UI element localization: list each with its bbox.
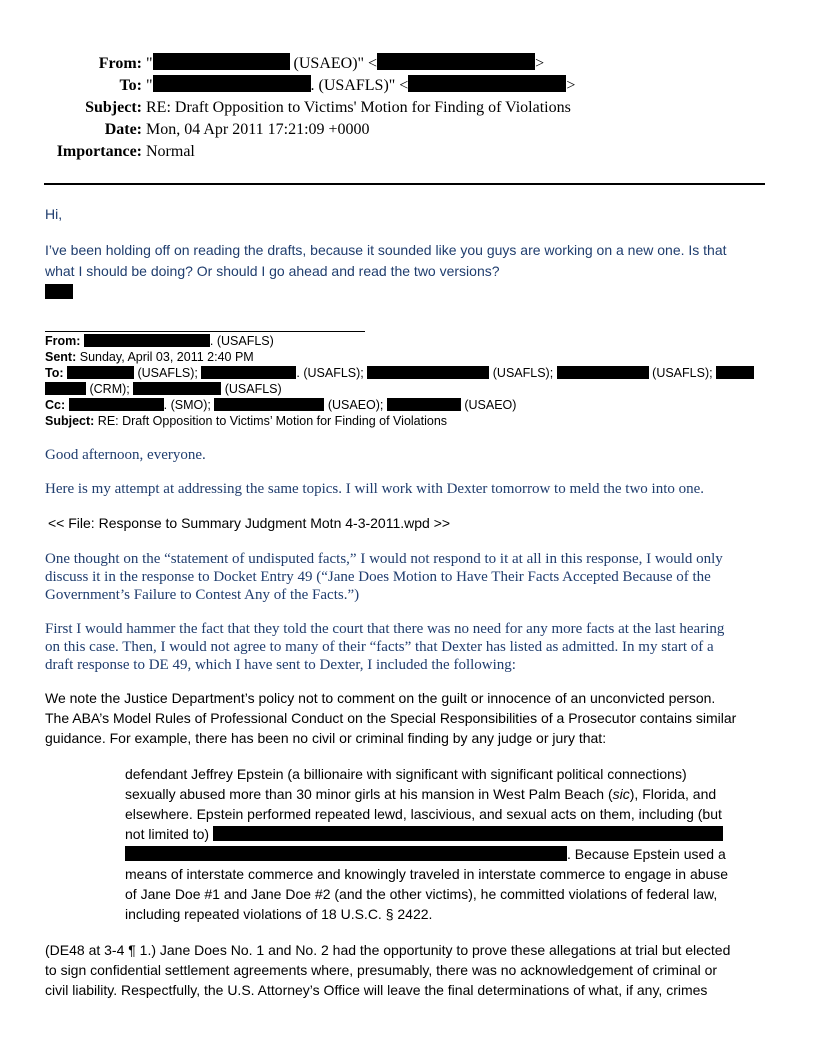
redaction-block [716, 366, 754, 379]
forwarded-header [45, 333, 770, 429]
quote-italic: sic [612, 786, 630, 802]
redaction-block [153, 53, 290, 70]
para-line: One thought on the “statement of undisputed facts,” I would not respond to it at all in this response, I would only [45, 551, 723, 567]
message-para3 [45, 620, 724, 674]
header-divider [44, 183, 765, 185]
fw-to-recipient: (CRM); [89, 382, 130, 396]
fw-from-label: From: [45, 334, 81, 348]
header-date-row [0, 119, 700, 141]
redaction-block [557, 366, 649, 379]
header-date-label: Date: [104, 121, 142, 138]
fw-to-recipient: (USAFLS); [652, 366, 713, 380]
reply-body [45, 240, 727, 282]
forward-separator [45, 331, 365, 332]
header-subject-value: RE: Draft Opposition to Victims' Motion for Finding of Violations [146, 99, 571, 116]
quote-line: including repeated violations of 18 U.S.C. § 2422. [125, 906, 433, 922]
quote-text: ), Florida, and [629, 786, 717, 802]
attachment-reference: << File: Response to Summary Judgment Motn 4-3-2011.wpd >> [48, 515, 451, 531]
reply-body-line: what I should be doing? Or should I go ahead and read the two versions? [45, 263, 500, 279]
fw-from-value: . (USAFLS) [209, 334, 274, 348]
para-line: guidance. For example, there has been no civil or criminal finding by any judge or jury that: [45, 730, 607, 746]
redaction-block [408, 75, 566, 92]
fw-subject-value: RE: Draft Opposition to Victims’ Motion for Finding of Violations [97, 414, 448, 428]
redaction-block [133, 382, 221, 395]
header-importance-label: Importance: [56, 143, 142, 160]
redaction-block [125, 846, 567, 861]
header-subject-label: Subject: [85, 99, 142, 116]
reply-greeting: Hi, [45, 206, 63, 222]
email-header [0, 53, 700, 163]
quote-text: sexually abused more than 30 minor girls at his mansion in West Palm Beach ( [125, 786, 613, 802]
para-line: Government’s Failure to Contest Any of the Facts.”) [45, 587, 360, 603]
redaction-block [45, 382, 86, 395]
fw-to-row [45, 365, 770, 381]
para-line: to sign confidential settlement agreements where, presumably, there was no acknowledgement of criminal or [45, 962, 718, 978]
message-greeting: Good afternoon, everyone. [45, 447, 206, 463]
para-line: discuss it in the response to Docket Entry 49 (“Jane Does Motion to Have Their Facts Accepted Because of the [45, 569, 711, 585]
fw-cc-row [45, 397, 770, 413]
fw-sent-value: Sunday, April 03, 2011 2:40 PM [79, 350, 254, 364]
fw-subject-row [45, 413, 770, 429]
fw-subject-label: Subject: [45, 414, 95, 428]
signature-redaction [45, 284, 73, 299]
para-line: on this case. Then, I would not agree to many of their “facts” that Dexter has listed as admitted. In my start of a [45, 639, 714, 655]
header-from-row [0, 53, 700, 75]
quote-line [125, 844, 765, 864]
fw-cc-recipient: (USAEO) [464, 398, 517, 412]
quote-line: of Jane Doe #1 and Jane Doe #2 (and the other victims), he committed violations of federal law, [125, 886, 718, 902]
fw-to-recipient: . (USAFLS); [296, 366, 364, 380]
redaction-block [367, 366, 489, 379]
para-line: First I would hammer the fact that they told the court that there was no need for any more facts at the last hearing [45, 621, 725, 637]
message-para5 [45, 940, 730, 1000]
header-to-label: To: [119, 77, 142, 94]
redaction-block [153, 75, 311, 92]
quote-text: not limited to) [125, 826, 210, 842]
reply-body-line: I’ve been holding off on reading the drafts, because it sounded like you guys are working on a new one. Is that [45, 242, 727, 258]
quote-line [125, 784, 765, 804]
redaction-block [84, 334, 210, 347]
header-to-row [0, 75, 700, 97]
fw-to-recipient: (USAFLS); [137, 366, 198, 380]
fw-sent-row [45, 349, 770, 365]
header-importance-row [0, 141, 700, 163]
header-date-value: Mon, 04 Apr 2011 17:21:09 +0000 [146, 121, 370, 138]
quote-text: . Because Epstein used a [567, 846, 726, 862]
header-importance-value: Normal [146, 143, 195, 160]
para-line: civil liability. Respectfully, the U.S. Attorney’s Office will leave the final determinations of what, if any, crimes [45, 982, 708, 998]
quote-line: defendant Jeffrey Epstein (a billionaire with significant with significant political connections) [125, 766, 687, 782]
redaction-block [387, 398, 461, 411]
redaction-block [213, 826, 723, 841]
redaction-block [214, 398, 324, 411]
message-para4 [45, 688, 736, 748]
para-line: draft response to DE 49, which I have sent to Dexter, I included the following: [45, 657, 516, 673]
para-line: (DE48 at 3-4 ¶ 1.) Jane Does No. 1 and No. 2 had the opportunity to prove these allegations at trial but elected [45, 942, 731, 958]
fw-cc-recipient: (USAEO); [327, 398, 384, 412]
fw-to-label: To: [45, 366, 64, 380]
header-subject-row [0, 97, 700, 119]
fw-cc-recipient: . (SMO); [163, 398, 211, 412]
header-from-label: From: [98, 55, 142, 72]
header-from-value: " (USAEO)" < > [146, 55, 545, 72]
block-quote [125, 764, 765, 924]
quote-line: means of interstate commerce and knowingly traveled in interstate commerce to engage in abuse [125, 866, 729, 882]
fw-sent-label: Sent: [45, 350, 77, 364]
message-para2 [45, 550, 723, 604]
para-line: We note the Justice Department’s policy not to comment on the guilt or innocence of an unconvicted person. [45, 690, 716, 706]
fw-cc-label: Cc: [45, 398, 66, 412]
redaction-block [201, 366, 296, 379]
quote-line [125, 824, 765, 844]
redaction-block [67, 366, 134, 379]
redaction-block [69, 398, 164, 411]
fw-from-row [45, 333, 770, 349]
quote-line: elsewhere. Epstein performed repeated lewd, lascivious, and sexual acts on them, including (but [125, 806, 722, 822]
message-para1: Here is my attempt at addressing the same topics. I will work with Dexter tomorrow to meld the two into one. [45, 481, 705, 497]
fw-to-row-cont [45, 381, 770, 397]
redaction-block [377, 53, 535, 70]
para-line: The ABA’s Model Rules of Professional Conduct on the Special Responsibilities of a Prosecutor contains similar [45, 710, 737, 726]
fw-to-recipient: (USAFLS); [492, 366, 554, 380]
fw-to-recipient: (USAFLS) [224, 382, 282, 396]
header-to-value: " . (USAFLS)" < > [146, 77, 576, 94]
